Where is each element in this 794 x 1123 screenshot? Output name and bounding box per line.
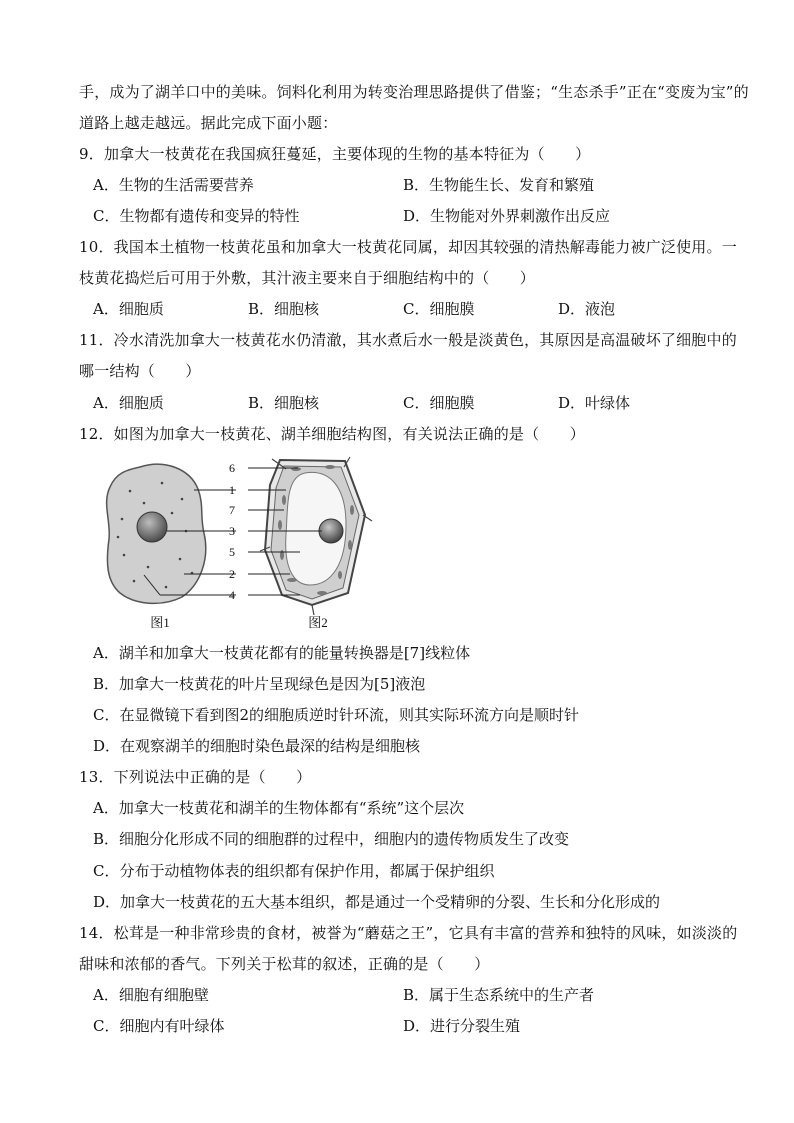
q13-option-b[interactable]: B．细胞分化形成不同的细胞群的过程中，细胞内的遗传物质发生了改变 [93, 830, 570, 848]
animal-cell-diagram [107, 464, 206, 603]
q10-stem-line-1: 10．我国本土植物一枝黄花虽和加拿大一枝黄花同属，却因其较强的清热解毒能力被广泛使用。一 [79, 238, 737, 256]
q10-option-b[interactable]: B．细胞核 [248, 300, 320, 318]
cell-structure-figure [100, 455, 390, 635]
q14-stem-line-1: 14．松茸是一种非常珍贵的食材，被誉为“蘑菇之王”，它具有丰富的营养和独特的风味，如淡淡的 [79, 924, 738, 942]
q11-stem-line-1: 11．冷水清洗加拿大一枝黄花水仍清澈，其水煮后水一般是淡黄色，其原因是高温破坏了细胞中的 [79, 331, 737, 349]
figure-label-3: 3 [229, 524, 235, 538]
q13-option-d[interactable]: D．加拿大一枝黄花的五大基本组织，都是通过一个受精卵的分裂、生长和分化形成的 [93, 893, 661, 911]
q9-option-d[interactable]: D．生物能对外界刺激作出反应 [403, 207, 611, 225]
q10-stem-line-2: 枝黄花捣烂后可用于外敷，其汁液主要来自于细胞结构中的（ ） [79, 269, 536, 287]
figure-label-4: 4 [229, 588, 235, 602]
figure-label-6: 6 [229, 461, 235, 475]
intro-line-2: 道路上越走越远。据此完成下面小题： [79, 114, 338, 132]
q12-option-c[interactable]: C．在显微镜下看到图2的细胞质逆时针环流，则其实际环流方向是顺时针 [93, 706, 580, 724]
q14-option-c[interactable]: C．细胞内有叶绿体 [93, 1017, 225, 1035]
q13-option-a[interactable]: A．加拿大一枝黄花和湖羊的生物体都有“系统”这个层次 [93, 799, 465, 817]
q14-option-b[interactable]: B．属于生态系统中的生产者 [403, 986, 595, 1004]
q14-option-d[interactable]: D．进行分裂生殖 [403, 1017, 521, 1035]
q12-option-a[interactable]: A．湖羊和加拿大一枝黄花都有的能量转换器是[7]线粒体 [93, 644, 471, 662]
figure-caption-1: 图1 [150, 615, 170, 630]
q13-stem: 13．下列说法中正确的是（ ） [79, 768, 312, 786]
intro-line-1: 手，成为了湖羊口中的美味。饲料化利用为转变治理思路提供了借鉴；“生态杀手”正在“变废为宝”的 [79, 83, 749, 101]
q9-option-c[interactable]: C．生物都有遗传和变异的特性 [93, 207, 300, 225]
q9-option-a[interactable]: A．生物的生活需要营养 [93, 176, 254, 194]
q11-option-c[interactable]: C．细胞膜 [403, 394, 475, 412]
q11-option-d[interactable]: D．叶绿体 [558, 394, 631, 412]
q12-option-b[interactable]: B．加拿大一枝黄花的叶片呈现绿色是因为[5]液泡 [93, 675, 426, 693]
q11-option-a[interactable]: A．细胞质 [93, 394, 164, 412]
figure-label-1: 1 [229, 483, 235, 497]
figure-caption-2: 图2 [308, 615, 328, 630]
q11-option-b[interactable]: B．细胞核 [248, 394, 320, 412]
q12-stem: 12．如图为加拿大一枝黄花、湖羊细胞结构图，有关说法正确的是（ ） [79, 425, 585, 443]
q10-option-a[interactable]: A．细胞质 [93, 300, 164, 318]
q14-option-a[interactable]: A．细胞有细胞壁 [93, 986, 209, 1004]
q11-stem-line-2: 哪一结构（ ） [79, 362, 201, 380]
q9-option-b[interactable]: B．生物能生长、发育和繁殖 [403, 176, 595, 194]
figure-label-7: 7 [229, 503, 235, 517]
q14-stem-line-2: 甜味和浓郁的香气。下列关于松茸的叙述，正确的是（ ） [79, 955, 490, 973]
plant-cell-diagram [260, 457, 372, 615]
q10-option-d[interactable]: D．液泡 [558, 300, 616, 318]
figure-label-2: 2 [229, 567, 235, 581]
q9-stem: 9．加拿大一枝黄花在我国疯狂蔓延，主要体现的生物的基本特征为（ ） [79, 145, 591, 163]
q13-option-c[interactable]: C．分布于动植物体表的组织都有保护作用，都属于保护组织 [93, 862, 495, 880]
q10-option-c[interactable]: C．细胞膜 [403, 300, 475, 318]
q12-option-d[interactable]: D．在观察湖羊的细胞时染色最深的结构是细胞核 [93, 737, 421, 755]
figure-label-5: 5 [229, 545, 235, 559]
